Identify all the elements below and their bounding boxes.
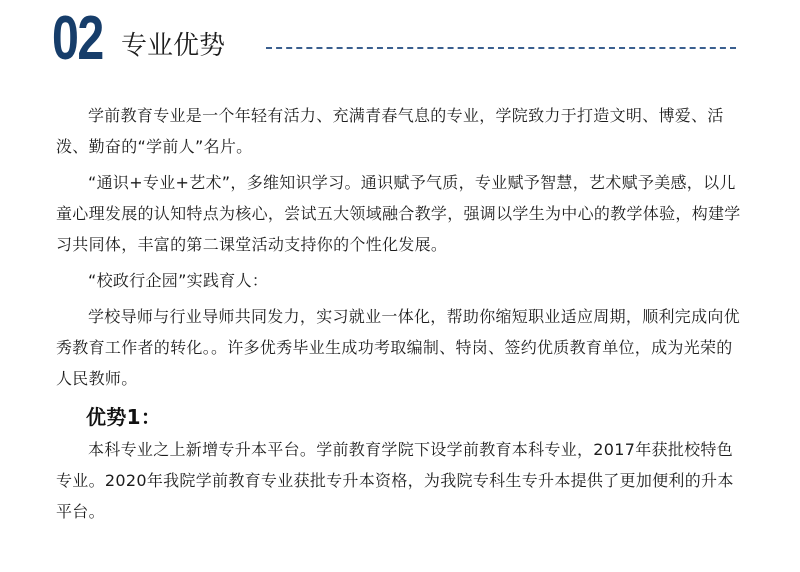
dashed-divider — [266, 47, 736, 49]
section-number: 02 — [52, 4, 103, 73]
advantage-1-text: 本科专业之上新增专升本平台。学前教育学院下设学前教育本科专业，2017年获批校特色专业。2020年我院学前教育专业获批专升本资格，为我院专科生专升本提供了更加便利的升本平台。 — [56, 440, 734, 521]
paragraph-practice-heading: “校政行企园”实践育人： — [88, 271, 269, 290]
section-title: 专业优势 — [121, 31, 226, 61]
section-header — [52, 4, 742, 73]
article-body — [56, 100, 748, 532]
paragraph-practice: 学校导师与行业导师共同发力，实习就业一体化，帮助你缩短职业适应周期，顺利完成向优秀教育工作者的转化。。许多优秀毕业生成功考取编制、特岗、签约优质教育单位，成为光荣的人民教师。 — [56, 307, 741, 388]
paragraph-intro: 学前教育专业是一个年轻有活力、充满青春气息的专业，学院致力于打造文明、博爱、活泼、勤奋的“学前人”名片。 — [56, 106, 724, 156]
advantage-1-heading: 优势1： — [86, 405, 162, 429]
paragraph-curriculum: “通识+专业+艺术”，多维知识学习。通识赋予气质，专业赋予智慧，艺术赋予美感，以儿童心理发展的认知特点为核心，尝试五大领域融合教学，强调以学生为中心的教学体验，构建学习共同体，丰富的第二课堂活动支持你的个性化发展。 — [56, 173, 741, 254]
